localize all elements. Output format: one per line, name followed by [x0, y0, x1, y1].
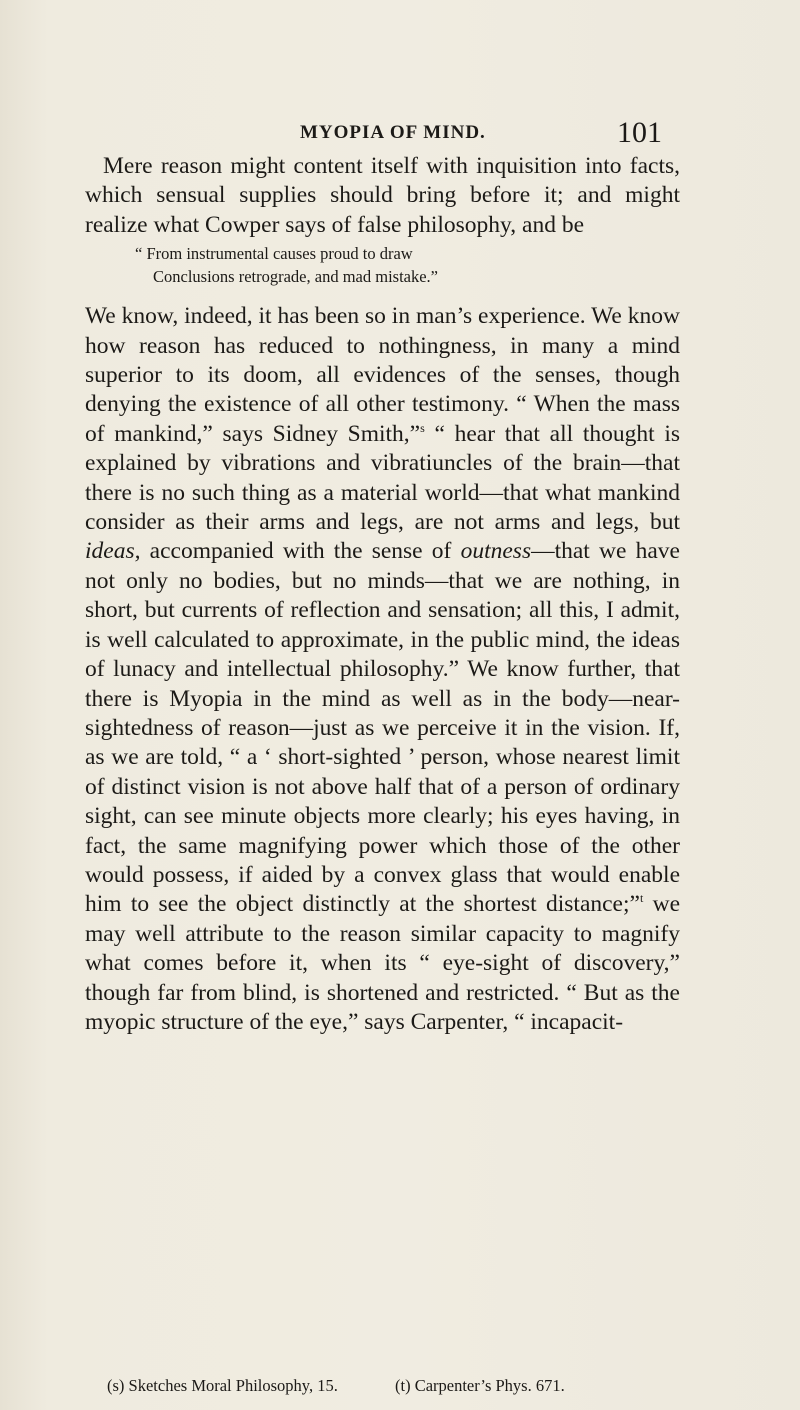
page-number: 101	[617, 116, 662, 149]
running-head: MYOPIA OF MIND.	[300, 122, 486, 143]
italic-ideas: ideas,	[85, 538, 141, 565]
italic-outness: outness	[460, 538, 532, 565]
block-quote	[85, 242, 680, 288]
paragraph-2-part-a: We know, indeed, it has been so in man’s experience. We know how reason has reduced to nothingness, in many a mind superior to its doom, all evidences of the senses, though denying the existence of all other testimony. “ When the mass of mankind,” says Sidney Smith,”	[85, 303, 680, 447]
footnote-ref-t: t	[639, 891, 644, 906]
paragraph-2-part-b: “ hear that all thought is explained by vibrations and vibratiuncles of the brain—that there is no such thing as a material world—that what mankind consider as their arms and legs, are not arms and legs, but	[85, 420, 681, 536]
paragraph-2-part-d: —that we have not only no bodies, but no minds—that we are nothing, in short, but currents of reflection and sensation; all this, I admit, is well calculated to approximate, in the public mind, the ideas of lunacy and intellectual philosophy.” We know further, that there is Myopia in the mind as well as in the body—near-sightedness of reason—just as we perceive it in the vision. If, as we are told, “ a ‘ short-sighted ’ person, whose nearest limit of distinct vision is not above half that of a person of ordinary sight, can see minute objects more clearly; his eyes having, in fact, the same magnifying power which those of the other would possess, if aided by a convex glass that would enable him to see the object distinctly at the shortest distance;”	[85, 538, 680, 918]
footnote-t: (t) Carpenter’s Phys. 671.	[395, 1376, 565, 1395]
paragraph-2-part-e: we may well attribute to the reason similar capacity to magnify what comes before it, when its “ eye-sight of discovery,” though far from blind, is shortened and restricted. “ But as the myopic structure of the eye,” says Carpenter, “ incapacit-	[85, 891, 681, 1035]
paragraph-2-part-c: accompanied with the sense of	[140, 538, 461, 565]
footnote-s: (s) Sketches Moral Philosophy, 15.	[107, 1376, 338, 1395]
page-header	[0, 116, 800, 152]
paragraph-2	[85, 302, 680, 1037]
body-text	[85, 152, 680, 1037]
quote-line-1: “ From instrumental causes proud to draw	[135, 244, 413, 264]
footnote-ref-s: s	[420, 421, 425, 436]
paragraph-1: Mere reason might content itself with inquisition into facts, which sensual supplies should bring before it; and might realize what Cowper says of false philosophy, and be	[85, 153, 680, 238]
quote-line-2: Conclusions retrograde, and mad mistake.”	[153, 267, 439, 287]
